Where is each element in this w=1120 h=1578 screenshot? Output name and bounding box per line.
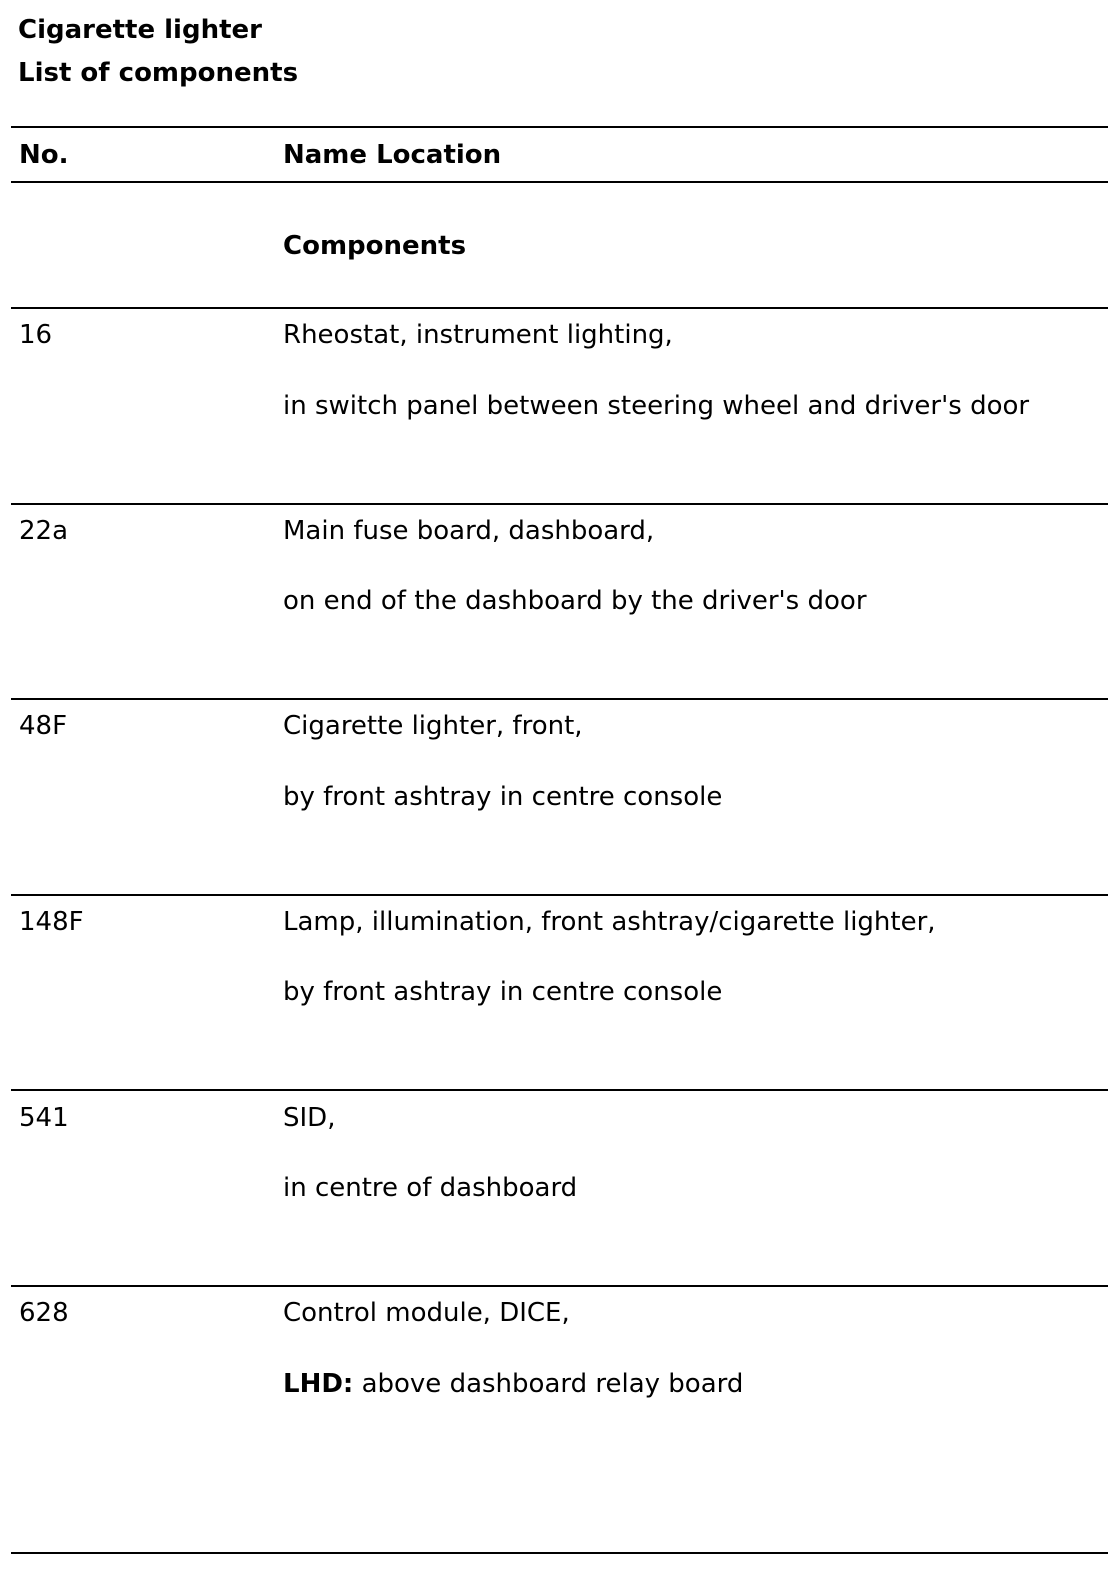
row-rule [11,1285,1108,1287]
document-subtitle: List of components [18,58,299,88]
location-text: by front ashtray in centre console [283,977,723,1007]
header-bottom-rule [11,181,1108,183]
component-location [283,782,722,812]
header-no: No. [19,140,69,170]
location-text: by front ashtray in centre console [283,782,723,812]
component-name: SID, [283,1103,336,1133]
component-name: Lamp, illumination, front ashtray/cigarette lighter, [283,907,936,937]
row-rule [11,307,1108,309]
component-location [283,1173,577,1203]
location-text: in switch panel between steering wheel and driver's door [283,391,1030,421]
table-top-rule [11,126,1108,128]
component-location [283,977,722,1007]
component-name: Cigarette lighter, front, [283,711,583,741]
row-rule [11,698,1108,700]
row-rule [11,503,1108,505]
row-number: 148F [19,907,84,937]
location-text: on end of the dashboard by the driver's door [283,586,867,616]
row-number: 541 [19,1103,69,1133]
row-number: 48F [19,711,68,741]
component-name: Main fuse board, dashboard, [283,516,655,546]
component-name: Rheostat, instrument lighting, [283,320,673,350]
section-heading: Components [283,231,467,261]
row-rule [11,1089,1108,1091]
document-title: Cigarette lighter [18,15,262,45]
location-prefix: LHD: [283,1369,354,1399]
component-location [283,391,1029,421]
component-name: Control module, DICE, [283,1298,570,1328]
header-name-location: Name Location [283,140,502,170]
row-number: 22a [19,516,69,546]
location-text: above dashboard relay board [353,1369,744,1399]
table-bottom-rule [11,1552,1108,1554]
component-location [283,586,867,616]
row-number: 16 [19,320,53,350]
location-text: in centre of dashboard [283,1173,578,1203]
row-number: 628 [19,1298,69,1328]
component-location [283,1369,743,1399]
row-rule [11,894,1108,896]
